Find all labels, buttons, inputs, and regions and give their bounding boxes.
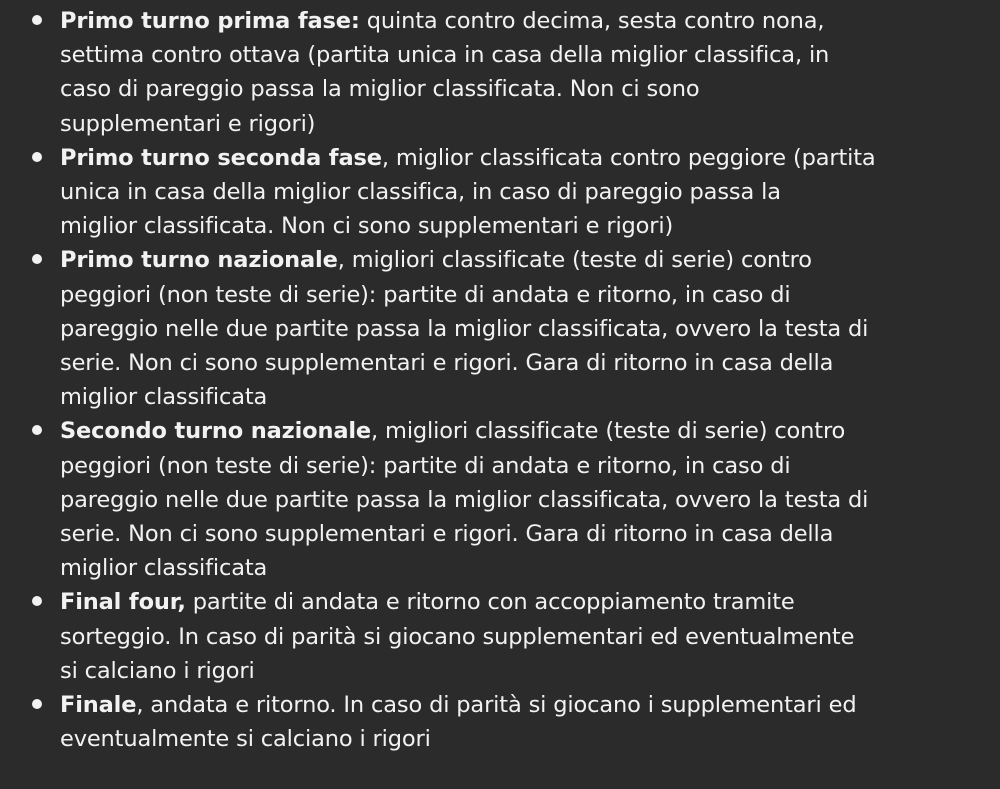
bullet-icon xyxy=(32,254,42,264)
bullet-icon xyxy=(32,152,42,162)
item-line: pareggio nelle due partite passa la miglior classificata, ovvero la testa di xyxy=(60,315,869,342)
item-lead: Final four, xyxy=(60,589,186,616)
item-line: unica in casa della miglior classifica, in caso di pareggio passa la xyxy=(60,179,781,206)
item-line: serie. Non ci sono supplementari e rigori. Gara di ritorno in casa della xyxy=(60,521,834,548)
item-line: settima contro ottava (partita unica in casa della miglior classifica, in xyxy=(60,42,830,69)
item-lead: Secondo turno nazionale xyxy=(60,418,372,445)
item-line: sorteggio. In caso di parità si giocano supplementari ed eventualmente xyxy=(60,623,855,650)
bullet-icon xyxy=(32,699,42,709)
item-line: eventualmente si calciano i rigori xyxy=(60,726,431,753)
item-text: , migliori classificate (teste di serie) contro xyxy=(371,418,846,445)
item-lead: Finale xyxy=(60,692,137,719)
item-line: si calciano i rigori xyxy=(60,657,255,684)
item-line: miglior classificata. Non ci sono supplementari e rigori) xyxy=(60,213,674,240)
item-text: quinta contro decima, sesta contro nona, xyxy=(359,8,825,34)
bullet-icon xyxy=(32,425,42,435)
item-text: , andata e ritorno. In caso di parità si giocano i supplementari ed xyxy=(136,692,857,719)
tournament-rules-list xyxy=(30,4,980,756)
item-text: , miglior classificata contro peggiore (partita xyxy=(381,144,876,171)
item-lead: Primo turno nazionale xyxy=(60,247,338,274)
list-item xyxy=(30,414,980,585)
item-line xyxy=(60,141,980,175)
item-line: miglior classificata xyxy=(60,555,268,582)
item-line: serie. Non ci sono supplementari e rigori. Gara di ritorno in casa della xyxy=(60,350,834,377)
list-item xyxy=(30,585,980,688)
list-item xyxy=(30,688,980,756)
item-line xyxy=(60,688,980,722)
bullet-icon xyxy=(32,596,42,606)
item-line xyxy=(60,4,980,38)
item-line: supplementari e rigori) xyxy=(60,110,316,137)
item-lead: Primo turno seconda fase xyxy=(60,144,382,171)
item-line: miglior classificata xyxy=(60,384,268,411)
item-line xyxy=(60,414,980,448)
item-line: caso di pareggio passa la miglior classificata. Non ci sono xyxy=(60,76,700,103)
item-line: pareggio nelle due partite passa la miglior classificata, ovvero la testa di xyxy=(60,486,869,513)
list-item xyxy=(30,4,980,141)
item-lead: Primo turno prima fase: xyxy=(60,8,360,34)
item-line xyxy=(60,243,980,277)
list-item xyxy=(30,243,980,414)
item-line: peggiori (non teste di serie): partite di andata e ritorno, in caso di xyxy=(60,281,791,308)
item-line xyxy=(60,585,980,619)
item-text: partite di andata e ritorno con accoppiamento tramite xyxy=(185,589,795,616)
list-item xyxy=(30,141,980,244)
bullet-icon xyxy=(32,15,42,25)
item-line: peggiori (non teste di serie): partite di andata e ritorno, in caso di xyxy=(60,452,791,479)
item-text: , migliori classificate (teste di serie) contro xyxy=(337,247,812,274)
